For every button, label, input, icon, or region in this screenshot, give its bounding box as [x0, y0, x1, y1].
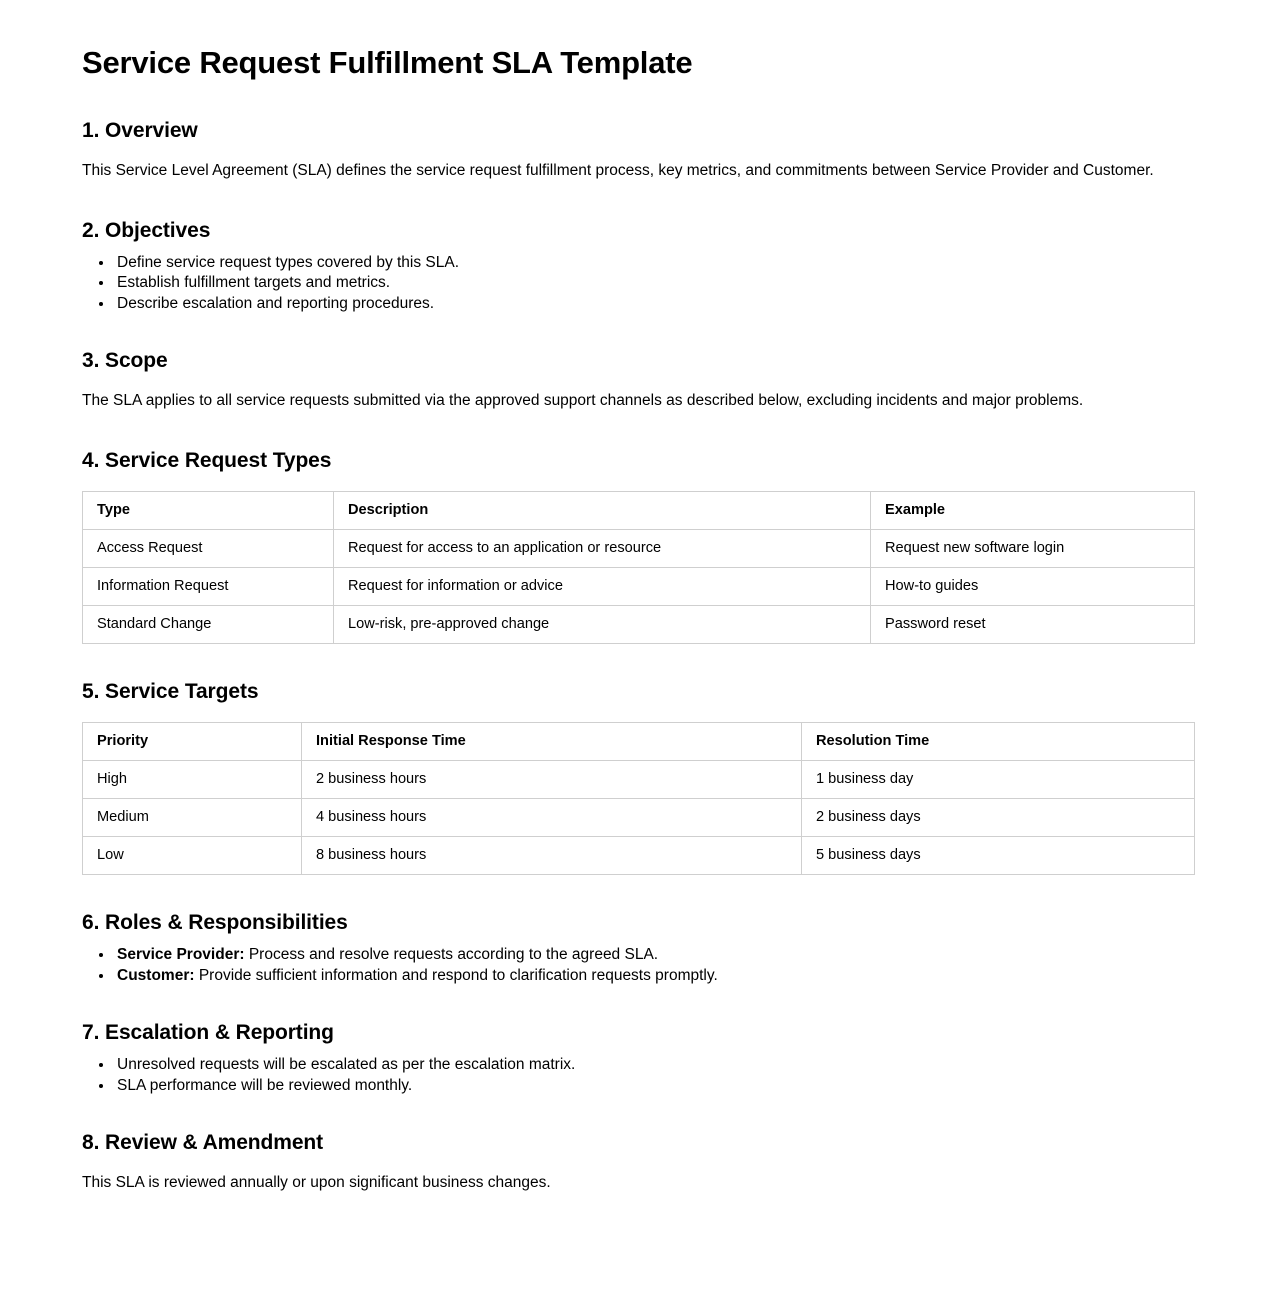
column-header-type: Type: [83, 492, 334, 530]
objectives-list: [82, 253, 1198, 313]
section-heading-review: 8. Review & Amendment: [82, 1131, 324, 1155]
section-heading-service-targets: 5. Service Targets: [82, 679, 259, 703]
overview-paragraph: This Service Level Agreement (SLA) defines the service request fulfillment process, key metrics, and commitments between Service Provider and Customer.: [82, 162, 1154, 180]
cell-initial-response-time: 2 business hours: [302, 761, 802, 799]
service-request-types-table: [82, 491, 1195, 644]
list-item: • SLA performance will be reviewed monthly.: [114, 1076, 1198, 1095]
column-header-priority: Priority: [83, 723, 302, 761]
role-text: Provide sufficient information and respond to clarification requests promptly.: [194, 966, 718, 984]
cell-example: Password reset: [871, 605, 1195, 643]
cell-priority: Medium: [83, 799, 302, 837]
cell-description: Low-risk, pre-approved change: [334, 605, 871, 643]
section-heading-escalation: 7. Escalation & Reporting: [82, 1021, 334, 1045]
cell-priority: High: [83, 761, 302, 799]
table-row: [83, 799, 1195, 837]
cell-description: Request for access to an application or resource: [334, 529, 871, 567]
section-heading-request-types: 4. Service Request Types: [82, 448, 332, 472]
scope-paragraph: The SLA applies to all service requests submitted via the approved support channels as described below, excluding incidents and major problems.: [82, 392, 1084, 410]
list-item: • Define service request types covered by this SLA.: [114, 253, 1198, 272]
column-header-description: Description: [334, 492, 871, 530]
roles-list: [82, 945, 1198, 985]
escalation-list: [82, 1055, 1198, 1095]
cell-type: Information Request: [83, 567, 334, 605]
table-row: [83, 837, 1195, 875]
table-row: [83, 761, 1195, 799]
cell-initial-response-time: 8 business hours: [302, 837, 802, 875]
page-title: Service Request Fulfillment SLA Template: [82, 45, 693, 80]
role-label: Customer:: [117, 966, 195, 984]
cell-resolution-time: 5 business days: [802, 837, 1195, 875]
section-heading-roles: 6. Roles & Responsibilities: [82, 911, 348, 935]
column-header-example: Example: [871, 492, 1195, 530]
list-item: • Describe escalation and reporting procedures.: [114, 294, 1198, 313]
column-header-resolution-time: Resolution Time: [802, 723, 1195, 761]
list-item: • Unresolved requests will be escalated as per the escalation matrix.: [114, 1055, 1198, 1074]
section-heading-objectives: 2. Objectives: [82, 218, 211, 242]
role-text: Process and resolve requests according to the agreed SLA.: [244, 946, 659, 964]
role-label: Service Provider:: [117, 946, 245, 964]
column-header-initial-response-time: Initial Response Time: [302, 723, 802, 761]
section-heading-overview: 1. Overview: [82, 118, 198, 142]
table-header-row: [83, 723, 1195, 761]
list-item: [114, 945, 1198, 964]
service-targets-table: [82, 722, 1195, 875]
cell-type: Standard Change: [83, 605, 334, 643]
cell-description: Request for information or advice: [334, 567, 871, 605]
cell-example: Request new software login: [871, 529, 1195, 567]
review-paragraph: This SLA is reviewed annually or upon significant business changes.: [82, 1174, 551, 1192]
list-item: [114, 966, 1198, 985]
table-header-row: [83, 492, 1195, 530]
cell-initial-response-time: 4 business hours: [302, 799, 802, 837]
list-item: • Establish fulfillment targets and metrics.: [114, 273, 1198, 292]
cell-resolution-time: 2 business days: [802, 799, 1195, 837]
table-row: [83, 605, 1195, 643]
cell-priority: Low: [83, 837, 302, 875]
table-row: [83, 529, 1195, 567]
cell-resolution-time: 1 business day: [802, 761, 1195, 799]
section-heading-scope: 3. Scope: [82, 348, 168, 372]
cell-type: Access Request: [83, 529, 334, 567]
table-row: [83, 567, 1195, 605]
cell-example: How-to guides: [871, 567, 1195, 605]
